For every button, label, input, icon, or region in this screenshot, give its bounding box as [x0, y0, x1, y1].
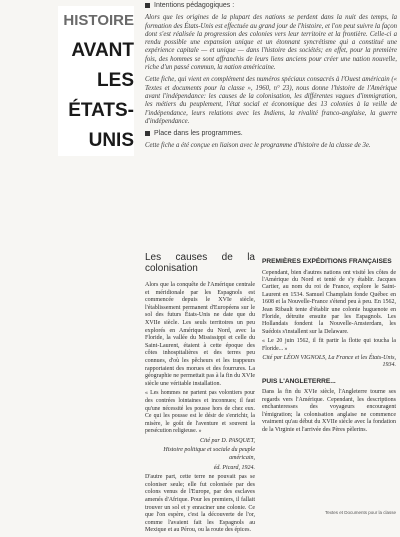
footer-note: Textes et Documents pour la classe: [324, 510, 396, 515]
intro-paragraph-3: Cette fiche a été conçue en liaison avec le programme d'histoire de la classe de 3e.: [145, 142, 371, 150]
left-citation-2: Histoire politique et sociale du peuple américain,: [163, 447, 255, 462]
intro-paragraph-2: Cette fiche, qui vient en complément des numéros spéciaux consacrés à l'Ouest américain (« Textes et documents pour la classe », 1960, n° 23), nous donne l'histoire de l'Amérique avant l'indépendance: les causes de la colonisation, les différentes vagues d'immigration, les métiers du peuplement, l'état social et économique des 13 colonies à la veille de l'indépendance, leurs relations avec les Indiens, la rivalité franco-anglaise, la guerre d'indépendance.: [145, 76, 397, 125]
left-paragraph-1: Alors que la conquête de l'Amérique centrale et méridionale par les Espagnols est commencée depuis le XVIe siècle, l'établissement permanent d'Européens sur le sol des futurs États-Unis ne date que du XVIIe siècle. Les seuls territoires un peu explorés en Amérique du Nord, avec la Floride, la vallée du Mississippi et celle du Saint-Laurent, étaient à cette époque des côtes inhospitalières et des terres peu connues, d'où les pêcheurs et les trappeurs rapportaient des morues et des fourrures. La géographie ne permettait pas à la fin du XVIe siècle une véritable installation.: [145, 282, 255, 387]
title-line-2: AVANT: [71, 40, 134, 61]
right-column: [262, 258, 396, 436]
programme-heading-text: Place dans les programmes.: [154, 130, 243, 138]
title-line-1: HISTOIRE: [63, 12, 134, 29]
right-heading-1: PREMIÈRES EXPÉDITIONS FRANÇAISES: [262, 258, 392, 265]
left-citation-1: Cité par D. PASQUET,: [200, 437, 255, 444]
intro-paragraph-1: Alors que les origines de la plupart des nations se perdent dans la nuit des temps, la formation des États-Unis est effectuée au grand jour de l'histoire, et l'on peut suivre la façon dont s'est réalisée la progression des colonies vers leur territoire et la frontière. Celle-ci a rendu possible une expansion unique et un étonnant syncrétisme qui a constitué une expérience capitale — et unique — dans l'histoire des sociétés; en effet, pour la première fois, des hommes se sont affranchis de leurs liens anciens pour créer une nation nouvelle, riche d'un passé commun, la nation américaine.: [145, 14, 397, 72]
left-quote: « Les hommes ne partent pas volontiers pour des contrées lointaines et inconnues; il faut qu'une nécessité les pousse hors de chez eux. Ce qui les pousse est le désir de s'enrichir, la misère, le goût de l'aventure et souvent la persécution religieuse. »: [145, 390, 255, 435]
right-paragraph-1: Cependant, bien d'autres nations ont visité les côtes de l'Amérique du Nord et tenté de s'y établir. Jacques Cartier, au nom du roi de France, explore le Saint-Laurent en 1534. Samuel Champlain fonde Québec en 1608 et la Nouvelle-France s'étend peu à peu. En 1562, Jean Ribault tente d'établir une colonie huguenote en Floride, détruite ensuite par les Espagnols. Les Hollandais fondent la Nouvelle-Amsterdam, les Suédois s'installent sur la Delaware.: [262, 269, 396, 335]
right-paragraph-2: Dans la fin du XVIe siècle, l'Angleterre tourne ses regards vers l'Amérique. Cependant, les descriptions enchanteresses des voyageurs encouragent l'émigration; la colonisation anglaise ne commence vraiment qu'au début du XVIIe siècle avec la fondation de la Virginie et l'arrivée des Pères pèlerins.: [262, 389, 396, 433]
title-line-3: LES: [97, 70, 134, 91]
section-heading: Les causes de la colonisation: [145, 252, 255, 274]
square-bullet-icon: [145, 131, 150, 136]
left-paragraph-2: D'autre part, cette terre ne pouvait pas se coloniser seule; elle fut colonisée par des colons venus de l'Europe, par des esclaves amenés d'Afrique. Pour les premiers, il fallait trouver un sol et y enraciner une colonie. Ce que l'on espère, c'est la découverte de l'or, comme l'avaient fait les Espagnols au Mexique et au Pérou, ou la route des épices.: [145, 474, 255, 534]
intro-heading-text: Intentions pédagogiques :: [154, 2, 235, 9]
programme-heading: [145, 130, 397, 138]
left-column: [145, 252, 255, 537]
left-citation-3: éd. Picard, 1924.: [213, 464, 255, 471]
intro-section: [145, 2, 397, 155]
right-heading-2: PUIS L'ANGLETERRE...: [262, 377, 336, 385]
title-block: [58, 6, 134, 156]
square-bullet-icon: [145, 3, 150, 8]
right-citation: Cité par LÉON VIGNOLS, La France et les États-Unis, 1934.: [262, 355, 396, 369]
title-line-4: ÉTATS-UNIS: [68, 100, 134, 151]
right-quote: « Le 20 juin 1562, il fit partir la flotte qui toucha la Floride... »: [262, 338, 396, 352]
intro-heading: [145, 2, 397, 10]
